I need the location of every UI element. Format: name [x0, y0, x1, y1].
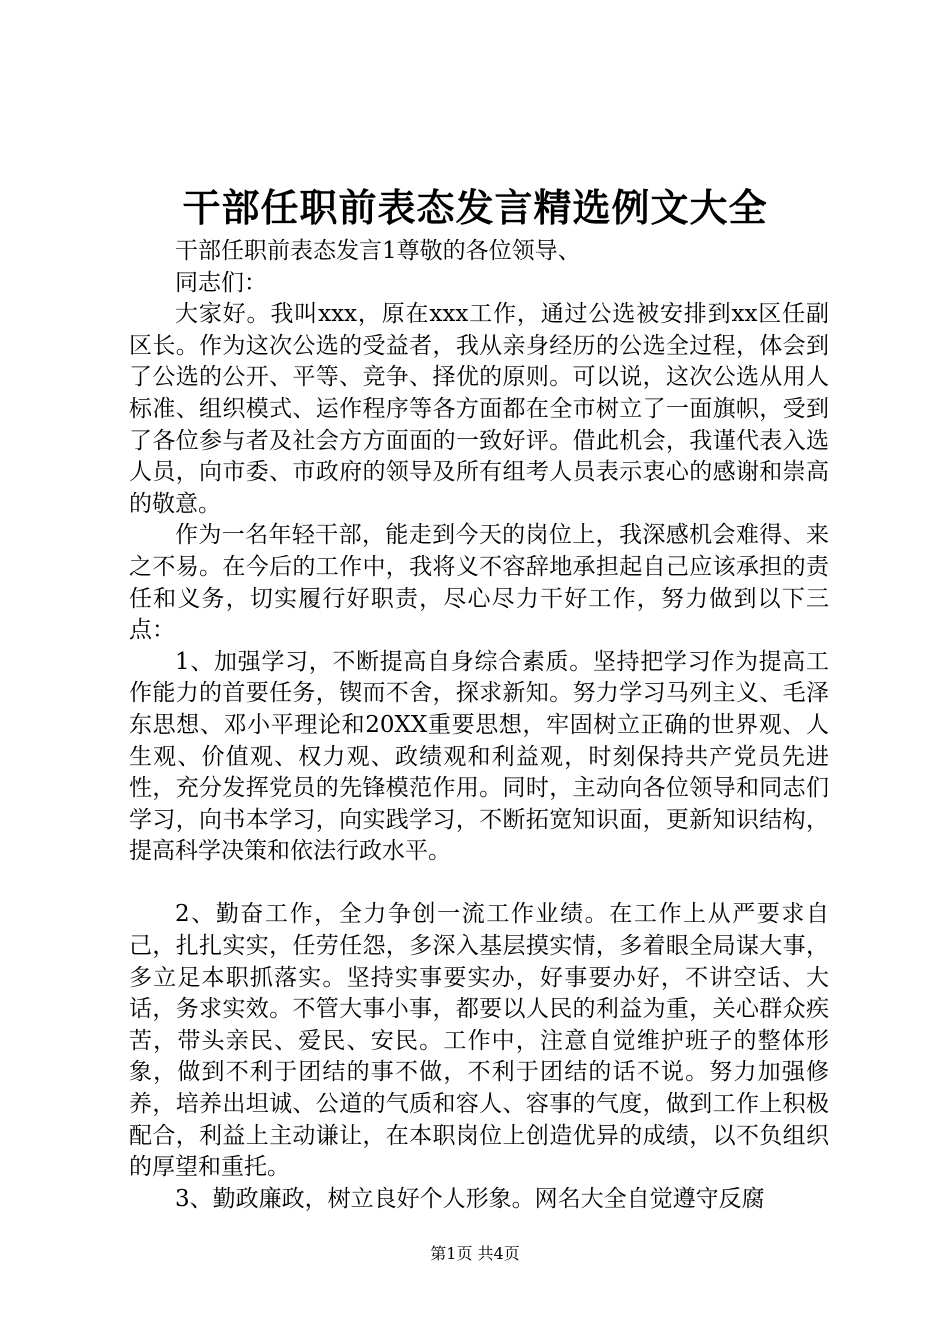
paragraph-commitment: 作为一名年轻干部，能走到今天的岗位上，我深感机会难得、来之不易。在今后的工作中，我将义不容辞地承担起自己应该承担的责任和义务，切实履行好职责，尽心尽力干好工作，努力做到以下三点： [129, 522, 829, 644]
page-footer: 第1页 共4页 [430, 1244, 520, 1263]
paragraph-salutation: 同志们： [175, 269, 267, 296]
document-title: 干部任职前表态发言精选例文大全 [182, 185, 768, 230]
document-body [129, 236, 829, 1215]
paragraph-point-3: 3、勤政廉政，树立良好个人形象。网名大全自觉遵守反腐 [175, 1185, 765, 1212]
paragraph-introduction: 大家好。我叫xxx，原在xxx工作，通过公选被安排到xx区任副区长。作为这次公选的受益者，我从亲身经历的公选全过程，体会到了公选的公开、平等、竞争、择优的原则。可以说，这次公选从用人标准、组织模式、运作程序等各方面都在全市树立了一面旗帜，受到了各位参与者及社会方方面面的一致好评。借此机会，我谨代表入选人员，向市委、市政府的领导及所有组考人员表示衷心的感谢和崇高的敬意。 [129, 301, 829, 517]
paragraph-greeting: 干部任职前表态发言1尊敬的各位领导、 [175, 238, 581, 264]
paragraph-point-2: 2、勤奋工作，全力争创一流工作业绩。在工作上从严要求自己，扎扎实实，任劳任怨，多深入基层摸实情，多着眼全局谋大事，多立足本职抓落实。坚持实事要实办，好事要办好，不讲空话、大话，务求实效。不管大事小事，都要以人民的利益为重，关心群众疾苦，带头亲民、爱民、安民。工作中，注意自觉维护班子的整体形象，做到不利于团结的事不做，不利于团结的话不说。努力加强修养，培养出坦诚、公道的气质和容人、容事的气度，做到工作上积极配合，利益上主动谦让，在本职岗位上创造优异的成绩，以不负组织的厚望和重托。 [129, 901, 829, 1181]
paragraph-point-1: 1、加强学习，不断提高自身综合素质。坚持把学习作为提高工作能力的首要任务，锲而不舍，探求新知。努力学习马列主义、毛泽东思想、邓小平理论和20XX重要思想，牢固树立正确的世界观、人生观、价值观、权力观、政绩观和利益观，时刻保持共产党员先进性，充分发挥党员的先锋模范作用。同时，主动向各位领导和同志们学习，向书本学习，向实践学习，不断拓宽知识面，更新知识结构，提高科学决策和依法行政水平。 [129, 648, 829, 865]
